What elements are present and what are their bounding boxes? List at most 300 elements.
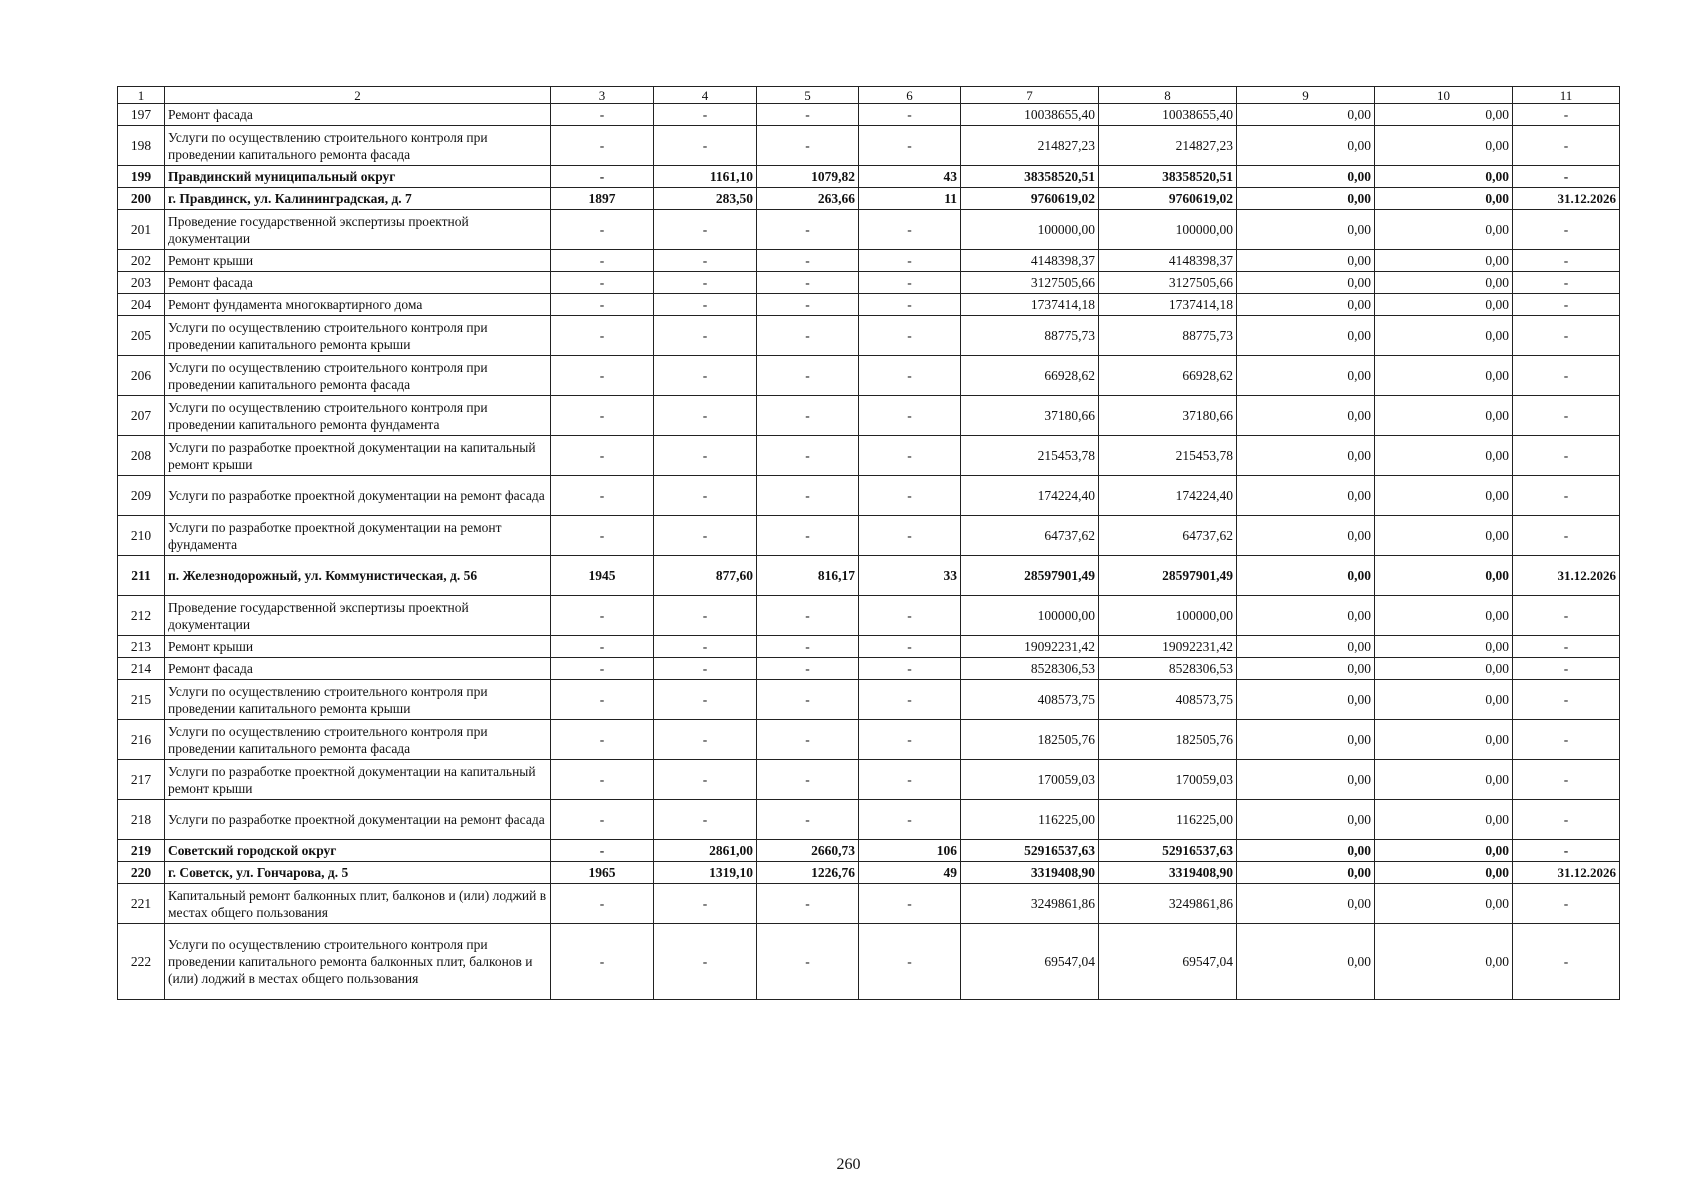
cell-col6: -	[859, 250, 961, 272]
work-name: Проведение государственной экспертизы проектной документации	[165, 210, 551, 250]
cell-col3: 1965	[551, 862, 654, 884]
cell-col11: -	[1513, 516, 1620, 556]
table-row	[118, 126, 1620, 166]
cell-col10: 0,00	[1375, 924, 1513, 1000]
cell-col10: 0,00	[1375, 250, 1513, 272]
cell-col5: 263,66	[757, 188, 859, 210]
row-number: 216	[118, 720, 165, 760]
col-header: 11	[1513, 87, 1620, 104]
cell-col9: 0,00	[1237, 166, 1375, 188]
table-row	[118, 188, 1620, 210]
cell-col6: -	[859, 720, 961, 760]
cell-col10: 0,00	[1375, 680, 1513, 720]
table-row	[118, 840, 1620, 862]
cell-col8: 100000,00	[1099, 210, 1237, 250]
cell-col10: 0,00	[1375, 188, 1513, 210]
cell-col5: -	[757, 680, 859, 720]
cell-col9: 0,00	[1237, 556, 1375, 596]
col-header: 6	[859, 87, 961, 104]
cell-col8: 3127505,66	[1099, 272, 1237, 294]
col-header: 5	[757, 87, 859, 104]
cell-col9: 0,00	[1237, 104, 1375, 126]
row-number: 214	[118, 658, 165, 680]
cell-col7: 214827,23	[961, 126, 1099, 166]
table-row	[118, 884, 1620, 924]
cell-col5: -	[757, 636, 859, 658]
cell-col4: 283,50	[654, 188, 757, 210]
cell-col8: 182505,76	[1099, 720, 1237, 760]
cell-col9: 0,00	[1237, 636, 1375, 658]
cell-col10: 0,00	[1375, 294, 1513, 316]
work-name: Советский городской округ	[165, 840, 551, 862]
cell-col5: -	[757, 104, 859, 126]
cell-col10: 0,00	[1375, 210, 1513, 250]
cell-col11: -	[1513, 596, 1620, 636]
cell-col11: -	[1513, 720, 1620, 760]
table-row	[118, 680, 1620, 720]
cell-col10: 0,00	[1375, 658, 1513, 680]
cell-col3: -	[551, 476, 654, 516]
cell-col8: 88775,73	[1099, 316, 1237, 356]
row-number: 220	[118, 862, 165, 884]
table-row	[118, 720, 1620, 760]
cell-col10: 0,00	[1375, 862, 1513, 884]
cell-col8: 8528306,53	[1099, 658, 1237, 680]
cell-col7: 66928,62	[961, 356, 1099, 396]
cell-col11: -	[1513, 840, 1620, 862]
col-header: 2	[165, 87, 551, 104]
cell-col5: -	[757, 210, 859, 250]
cell-col5: -	[757, 720, 859, 760]
work-name: Услуги по осуществлению строительного контроля при проведении капитального ремонта крыши	[165, 680, 551, 720]
cell-col5: -	[757, 316, 859, 356]
cell-col8: 52916537,63	[1099, 840, 1237, 862]
cell-col3: -	[551, 760, 654, 800]
cell-col6: -	[859, 760, 961, 800]
col-header: 1	[118, 87, 165, 104]
cell-col9: 0,00	[1237, 126, 1375, 166]
work-name: г. Советск, ул. Гончарова, д. 5	[165, 862, 551, 884]
cell-col4: -	[654, 884, 757, 924]
cell-col6: -	[859, 316, 961, 356]
cell-col4: -	[654, 476, 757, 516]
cell-col11: -	[1513, 476, 1620, 516]
cell-col11: 31.12.2026	[1513, 862, 1620, 884]
cell-col9: 0,00	[1237, 436, 1375, 476]
table-row	[118, 800, 1620, 840]
cell-col4: -	[654, 396, 757, 436]
cell-col11: -	[1513, 636, 1620, 658]
work-name: п. Железнодорожный, ул. Коммунистическая, д. 56	[165, 556, 551, 596]
cell-col10: 0,00	[1375, 396, 1513, 436]
cell-col7: 408573,75	[961, 680, 1099, 720]
work-name: Услуги по разработке проектной документации на капитальный ремонт крыши	[165, 760, 551, 800]
cell-col6: -	[859, 476, 961, 516]
cell-col6: -	[859, 596, 961, 636]
cell-col4: 1161,10	[654, 166, 757, 188]
table-row	[118, 760, 1620, 800]
cell-col4: -	[654, 272, 757, 294]
row-number: 218	[118, 800, 165, 840]
cell-col9: 0,00	[1237, 720, 1375, 760]
cell-col7: 9760619,02	[961, 188, 1099, 210]
cell-col9: 0,00	[1237, 680, 1375, 720]
table-row	[118, 924, 1620, 1000]
cell-col11: -	[1513, 658, 1620, 680]
row-number: 202	[118, 250, 165, 272]
cell-col4: -	[654, 104, 757, 126]
cell-col3: -	[551, 720, 654, 760]
table-row	[118, 166, 1620, 188]
cell-col7: 182505,76	[961, 720, 1099, 760]
cell-col10: 0,00	[1375, 516, 1513, 556]
cell-col5: -	[757, 294, 859, 316]
row-number: 200	[118, 188, 165, 210]
row-number: 199	[118, 166, 165, 188]
cell-col11: -	[1513, 126, 1620, 166]
cell-col8: 64737,62	[1099, 516, 1237, 556]
cell-col5: -	[757, 272, 859, 294]
cell-col9: 0,00	[1237, 924, 1375, 1000]
cell-col3: 1897	[551, 188, 654, 210]
cell-col6: -	[859, 126, 961, 166]
cell-col7: 52916537,63	[961, 840, 1099, 862]
table-row	[118, 516, 1620, 556]
cell-col5: -	[757, 760, 859, 800]
row-number: 197	[118, 104, 165, 126]
cell-col4: -	[654, 924, 757, 1000]
cell-col11: -	[1513, 396, 1620, 436]
cell-col8: 37180,66	[1099, 396, 1237, 436]
cell-col8: 66928,62	[1099, 356, 1237, 396]
row-number: 203	[118, 272, 165, 294]
cell-col4: 877,60	[654, 556, 757, 596]
cell-col3: -	[551, 800, 654, 840]
cell-col7: 174224,40	[961, 476, 1099, 516]
cell-col9: 0,00	[1237, 250, 1375, 272]
cell-col7: 28597901,49	[961, 556, 1099, 596]
cell-col3: -	[551, 356, 654, 396]
work-name: Услуги по осуществлению строительного контроля при проведении капитального ремонта фасада	[165, 720, 551, 760]
cell-col10: 0,00	[1375, 436, 1513, 476]
cell-col7: 88775,73	[961, 316, 1099, 356]
table-row	[118, 356, 1620, 396]
cell-col9: 0,00	[1237, 800, 1375, 840]
cell-col11: -	[1513, 436, 1620, 476]
work-name: Капитальный ремонт балконных плит, балконов и (или) лоджий в местах общего пользования	[165, 884, 551, 924]
cell-col3: -	[551, 294, 654, 316]
cell-col6: -	[859, 210, 961, 250]
cell-col5: -	[757, 658, 859, 680]
cell-col4: -	[654, 680, 757, 720]
row-number: 215	[118, 680, 165, 720]
work-name: Услуги по разработке проектной документации на ремонт фасада	[165, 800, 551, 840]
cell-col11: -	[1513, 884, 1620, 924]
cell-col9: 0,00	[1237, 188, 1375, 210]
cell-col3: 1945	[551, 556, 654, 596]
cell-col3: -	[551, 884, 654, 924]
cell-col9: 0,00	[1237, 516, 1375, 556]
cell-col7: 37180,66	[961, 396, 1099, 436]
cell-col5: -	[757, 250, 859, 272]
cell-col7: 8528306,53	[961, 658, 1099, 680]
work-name: Ремонт крыши	[165, 250, 551, 272]
cell-col6: -	[859, 924, 961, 1000]
row-number: 207	[118, 396, 165, 436]
cell-col5: -	[757, 356, 859, 396]
cell-col11: -	[1513, 272, 1620, 294]
cell-col6: 11	[859, 188, 961, 210]
cell-col7: 10038655,40	[961, 104, 1099, 126]
cell-col8: 69547,04	[1099, 924, 1237, 1000]
work-name: Услуги по осуществлению строительного контроля при проведении капитального ремонта фасада	[165, 356, 551, 396]
cell-col6: -	[859, 884, 961, 924]
cell-col5: -	[757, 476, 859, 516]
work-name: Услуги по разработке проектной документации на ремонт фундамента	[165, 516, 551, 556]
cell-col10: 0,00	[1375, 476, 1513, 516]
table-row	[118, 556, 1620, 596]
cell-col3: -	[551, 596, 654, 636]
cell-col11: 31.12.2026	[1513, 188, 1620, 210]
cell-col6: -	[859, 658, 961, 680]
cell-col5: -	[757, 436, 859, 476]
cell-col11: -	[1513, 760, 1620, 800]
cell-col4: 1319,10	[654, 862, 757, 884]
cell-col4: -	[654, 516, 757, 556]
cell-col8: 9760619,02	[1099, 188, 1237, 210]
cell-col10: 0,00	[1375, 104, 1513, 126]
cell-col10: 0,00	[1375, 596, 1513, 636]
cell-col6: -	[859, 272, 961, 294]
cell-col9: 0,00	[1237, 272, 1375, 294]
cell-col5: 816,17	[757, 556, 859, 596]
cell-col9: 0,00	[1237, 596, 1375, 636]
page-number: 260	[836, 1156, 861, 1173]
cell-col7: 38358520,51	[961, 166, 1099, 188]
work-name: Ремонт фундамента многоквартирного дома	[165, 294, 551, 316]
cell-col9: 0,00	[1237, 356, 1375, 396]
row-number: 209	[118, 476, 165, 516]
row-number: 222	[118, 924, 165, 1000]
cell-col9: 0,00	[1237, 658, 1375, 680]
cell-col8: 10038655,40	[1099, 104, 1237, 126]
table-row	[118, 396, 1620, 436]
row-number: 210	[118, 516, 165, 556]
cell-col3: -	[551, 840, 654, 862]
cell-col10: 0,00	[1375, 356, 1513, 396]
cell-col4: -	[654, 596, 757, 636]
cell-col3: -	[551, 166, 654, 188]
row-number: 204	[118, 294, 165, 316]
cell-col3: -	[551, 316, 654, 356]
cell-col8: 38358520,51	[1099, 166, 1237, 188]
cell-col10: 0,00	[1375, 316, 1513, 356]
cell-col8: 170059,03	[1099, 760, 1237, 800]
cell-col7: 64737,62	[961, 516, 1099, 556]
col-header: 3	[551, 87, 654, 104]
table-row	[118, 210, 1620, 250]
cell-col7: 69547,04	[961, 924, 1099, 1000]
cell-col7: 170059,03	[961, 760, 1099, 800]
cell-col6: -	[859, 636, 961, 658]
cell-col8: 28597901,49	[1099, 556, 1237, 596]
cell-col6: -	[859, 294, 961, 316]
cell-col11: -	[1513, 166, 1620, 188]
cell-col7: 4148398,37	[961, 250, 1099, 272]
cell-col6: -	[859, 680, 961, 720]
cell-col8: 214827,23	[1099, 126, 1237, 166]
cell-col4: -	[654, 636, 757, 658]
col-header: 8	[1099, 87, 1237, 104]
cell-col8: 3319408,90	[1099, 862, 1237, 884]
cell-col10: 0,00	[1375, 272, 1513, 294]
cell-col5: -	[757, 884, 859, 924]
cell-col5: -	[757, 596, 859, 636]
table-row	[118, 596, 1620, 636]
cell-col6: -	[859, 356, 961, 396]
cell-col7: 215453,78	[961, 436, 1099, 476]
cell-col7: 116225,00	[961, 800, 1099, 840]
cell-col6: 106	[859, 840, 961, 862]
cell-col8: 3249861,86	[1099, 884, 1237, 924]
work-name: Услуги по осуществлению строительного контроля при проведении капитального ремонта фасада	[165, 126, 551, 166]
cell-col11: -	[1513, 924, 1620, 1000]
cell-col4: -	[654, 800, 757, 840]
cell-col3: -	[551, 516, 654, 556]
cell-col6: -	[859, 516, 961, 556]
cell-col8: 4148398,37	[1099, 250, 1237, 272]
cell-col4: -	[654, 126, 757, 166]
cell-col8: 100000,00	[1099, 596, 1237, 636]
cell-col7: 100000,00	[961, 210, 1099, 250]
cell-col8: 1737414,18	[1099, 294, 1237, 316]
work-name: г. Правдинск, ул. Калининградская, д. 7	[165, 188, 551, 210]
col-header: 7	[961, 87, 1099, 104]
cell-col4: -	[654, 720, 757, 760]
table-row	[118, 658, 1620, 680]
row-number: 217	[118, 760, 165, 800]
table-row	[118, 862, 1620, 884]
cell-col11: -	[1513, 210, 1620, 250]
cell-col3: -	[551, 272, 654, 294]
cell-col5: -	[757, 126, 859, 166]
cell-col9: 0,00	[1237, 294, 1375, 316]
work-name: Ремонт фасада	[165, 272, 551, 294]
cell-col4: -	[654, 760, 757, 800]
work-name: Услуги по осуществлению строительного контроля при проведении капитального ремонта фундамента	[165, 396, 551, 436]
cell-col6: -	[859, 396, 961, 436]
work-name: Услуги по осуществлению строительного контроля при проведении капитального ремонта балконных плит, балконов и (или) лоджий в местах общего пользования	[165, 924, 551, 1000]
row-number: 212	[118, 596, 165, 636]
cell-col3: -	[551, 250, 654, 272]
cell-col6: -	[859, 104, 961, 126]
cell-col9: 0,00	[1237, 396, 1375, 436]
cell-col8: 408573,75	[1099, 680, 1237, 720]
work-name: Услуги по разработке проектной документации на капитальный ремонт крыши	[165, 436, 551, 476]
table-row	[118, 636, 1620, 658]
cell-col9: 0,00	[1237, 476, 1375, 516]
cell-col9: 0,00	[1237, 210, 1375, 250]
cell-col3: -	[551, 126, 654, 166]
cell-col4: -	[654, 210, 757, 250]
work-name: Услуги по разработке проектной документации на ремонт фасада	[165, 476, 551, 516]
cell-col4: 2861,00	[654, 840, 757, 862]
cell-col7: 100000,00	[961, 596, 1099, 636]
cell-col11: -	[1513, 680, 1620, 720]
cell-col6: 43	[859, 166, 961, 188]
work-name: Проведение государственной экспертизы проектной документации	[165, 596, 551, 636]
cell-col4: -	[654, 356, 757, 396]
cell-col3: -	[551, 636, 654, 658]
cell-col5: -	[757, 800, 859, 840]
cell-col10: 0,00	[1375, 840, 1513, 862]
table-row	[118, 476, 1620, 516]
cell-col11: -	[1513, 250, 1620, 272]
work-name: Ремонт фасада	[165, 658, 551, 680]
work-name: Ремонт крыши	[165, 636, 551, 658]
cell-col8: 19092231,42	[1099, 636, 1237, 658]
cell-col5: 1226,76	[757, 862, 859, 884]
row-number: 211	[118, 556, 165, 596]
row-number: 208	[118, 436, 165, 476]
cell-col10: 0,00	[1375, 800, 1513, 840]
cell-col4: -	[654, 658, 757, 680]
cell-col5: 2660,73	[757, 840, 859, 862]
cell-col6: 49	[859, 862, 961, 884]
row-number: 205	[118, 316, 165, 356]
table-row	[118, 272, 1620, 294]
cell-col7: 19092231,42	[961, 636, 1099, 658]
works-table	[117, 86, 1620, 1000]
cell-col3: -	[551, 924, 654, 1000]
cell-col4: -	[654, 250, 757, 272]
row-number: 221	[118, 884, 165, 924]
cell-col6: 33	[859, 556, 961, 596]
cell-col3: -	[551, 104, 654, 126]
cell-col4: -	[654, 436, 757, 476]
table-row	[118, 104, 1620, 126]
work-name: Ремонт фасада	[165, 104, 551, 126]
cell-col9: 0,00	[1237, 884, 1375, 924]
cell-col3: -	[551, 210, 654, 250]
cell-col9: 0,00	[1237, 760, 1375, 800]
table-row	[118, 250, 1620, 272]
cell-col7: 3319408,90	[961, 862, 1099, 884]
cell-col9: 0,00	[1237, 862, 1375, 884]
cell-col3: -	[551, 396, 654, 436]
cell-col8: 174224,40	[1099, 476, 1237, 516]
cell-col10: 0,00	[1375, 760, 1513, 800]
row-number: 213	[118, 636, 165, 658]
cell-col10: 0,00	[1375, 884, 1513, 924]
cell-col6: -	[859, 800, 961, 840]
work-name: Услуги по осуществлению строительного контроля при проведении капитального ремонта крыши	[165, 316, 551, 356]
cell-col4: -	[654, 316, 757, 356]
table-row	[118, 436, 1620, 476]
row-number: 201	[118, 210, 165, 250]
cell-col10: 0,00	[1375, 720, 1513, 760]
table-row	[118, 316, 1620, 356]
cell-col7: 3127505,66	[961, 272, 1099, 294]
cell-col3: -	[551, 658, 654, 680]
col-header: 10	[1375, 87, 1513, 104]
cell-col10: 0,00	[1375, 166, 1513, 188]
cell-col5: -	[757, 924, 859, 1000]
cell-col5: -	[757, 516, 859, 556]
cell-col11: -	[1513, 294, 1620, 316]
cell-col7: 3249861,86	[961, 884, 1099, 924]
cell-col4: -	[654, 294, 757, 316]
